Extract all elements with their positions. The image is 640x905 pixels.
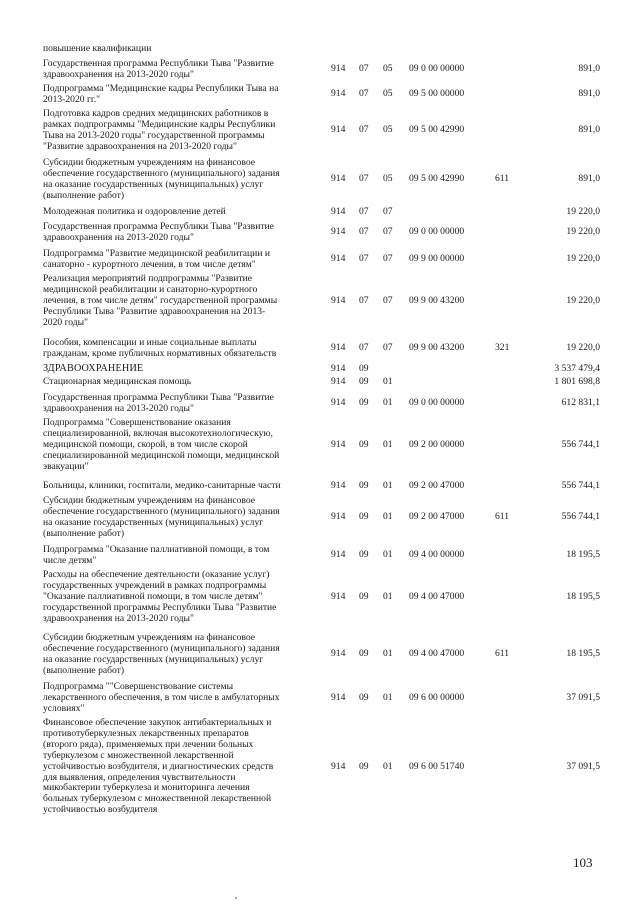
section-code: 09 (359, 480, 369, 491)
section-code: 07 (359, 124, 369, 136)
admin-code: 914 (331, 253, 346, 265)
section-code: 07 (359, 294, 369, 306)
row-name: повышение квалификации (43, 43, 152, 54)
target-article-code: 09 2 00 47000 (409, 511, 465, 523)
scan-speck (235, 897, 237, 899)
subsection-code: 07 (383, 226, 393, 238)
section-code: 09 (359, 438, 369, 450)
amount: 37 091,5 (566, 691, 600, 703)
row-name: Финансовое обеспечение закупок антибактериальных и противотуберкулезных лекарственных препаратов (второго ряда), применяемых при лечении больных туберкулезом с множественной лекарственной устойчивостью возбудителя, и диагностических средств для выявления, определения чувствительности микобактерии туберкулеза и мониторинга лечения больных туберкулезом с множественной лекарственной устойчивостью возбудителя (43, 717, 274, 816)
row-name: Больницы, клиники, госпитали, медико-санитарные части (43, 480, 281, 491)
amount: 891,0 (578, 173, 600, 185)
admin-code: 914 (331, 342, 346, 354)
amount: 19 220,0 (566, 342, 600, 354)
amount: 37 091,5 (566, 760, 600, 772)
target-article-code: 09 9 00 43200 (409, 342, 465, 354)
row-name: Субсидии бюджетным учреждениям на финансовое обеспечение государственного (муниципального) задания на оказание государственных (муниципальных) услуг (выполнение работ) (43, 157, 280, 201)
row-name: Расходы на обеспечение деятельности (оказание услуг) государственных учреждений в рамках подпрограммы "Оказание паллиативной помощи, в том числе детям" государственной программы Республики Тыва "Развитие здравоохранения на 2013-2020 годы" (43, 569, 277, 624)
expense-type-code: 321 (495, 342, 510, 354)
row-name: Подготовка кадров средних медицинских работников в рамках подпрограммы "Медицинские кадры Республики Тыва на 2013-2020 годы" государственной программы "Развитие здравоохранения на 2013-2020 годы" (43, 108, 276, 152)
admin-code: 914 (331, 294, 346, 306)
admin-code: 914 (331, 480, 346, 491)
admin-code: 914 (331, 760, 346, 772)
amount: 612 831,1 (561, 397, 600, 409)
section-code: 09 (359, 691, 369, 703)
section-code: 09 (359, 511, 369, 523)
row-name: Реализация мероприятий подпрограммы "Развитие медицинской реабилитации и санаторно-курортного лечения, в том числе детям" государственной программы Республики Тыва "Развитие здравоохранения на 2013- 2020 годы" (43, 273, 278, 328)
amount: 19 220,0 (566, 206, 600, 217)
target-article-code: 09 0 00 00000 (409, 63, 465, 75)
section-code: 07 (359, 226, 369, 238)
admin-code: 914 (331, 590, 346, 602)
row-name: Подпрограмма ""Совершенствование системы лекарственного обеспечения, в том числе в амбулаторных условиях" (43, 681, 280, 714)
target-article-code: 09 6 00 00000 (409, 691, 465, 703)
target-article-code: 09 6 00 51740 (409, 760, 465, 772)
row-name: Подпрограмма "Медицинские кадры Республики Тыва на 2013-2020 гг." (43, 83, 279, 105)
subsection-code: 01 (383, 511, 393, 523)
section-code: 09 (359, 376, 369, 387)
target-article-code: 09 5 00 42990 (409, 173, 465, 185)
target-article-code: 09 9 00 43200 (409, 294, 465, 306)
expense-type-code: 611 (495, 648, 510, 660)
admin-code: 914 (331, 691, 346, 703)
admin-code: 914 (331, 397, 346, 409)
section-code: 07 (359, 253, 369, 265)
section-code: 09 (359, 590, 369, 602)
amount: 891,0 (578, 88, 600, 100)
target-article-code: 09 4 00 47000 (409, 648, 465, 660)
target-article-code: 09 4 00 47000 (409, 590, 465, 602)
section-code: 07 (359, 88, 369, 100)
amount: 19 220,0 (566, 294, 600, 306)
target-article-code: 09 0 00 00000 (409, 397, 465, 409)
subsection-code: 01 (383, 691, 393, 703)
target-article-code: 09 9 00 00000 (409, 253, 465, 265)
amount: 556 744,1 (561, 511, 600, 523)
target-article-code: 09 0 00 00000 (409, 226, 465, 238)
admin-code: 914 (331, 124, 346, 136)
row-name: ЗДРАВООХРАНЕНИЕ (43, 363, 144, 374)
subsection-code: 01 (383, 376, 393, 387)
row-name: Государственная программа Республики Тыва "Развитие здравоохранения на 2013-2020 годы" (43, 221, 274, 243)
section-code: 09 (359, 397, 369, 409)
section-code: 09 (359, 760, 369, 772)
admin-code: 914 (331, 648, 346, 660)
amount: 891,0 (578, 63, 600, 75)
amount: 891,0 (578, 124, 600, 136)
subsection-code: 01 (383, 397, 393, 409)
admin-code: 914 (331, 438, 346, 450)
section-code: 09 (359, 648, 369, 660)
admin-code: 914 (331, 363, 346, 374)
subsection-code: 07 (383, 253, 393, 265)
section-code: 07 (359, 342, 369, 354)
section-code: 07 (359, 206, 369, 217)
target-article-code: 09 2 00 00000 (409, 438, 465, 450)
admin-code: 914 (331, 63, 346, 75)
subsection-code: 01 (383, 438, 393, 450)
target-article-code: 09 5 00 42990 (409, 124, 465, 136)
subsection-code: 07 (383, 294, 393, 306)
target-article-code: 09 4 00 00000 (409, 549, 465, 561)
subsection-code: 05 (383, 88, 393, 100)
page-number: 103 (573, 855, 593, 870)
section-code: 09 (359, 549, 369, 561)
section-code: 07 (359, 63, 369, 75)
amount: 18 195,5 (566, 549, 600, 561)
expense-type-code: 611 (495, 173, 510, 185)
admin-code: 914 (331, 549, 346, 561)
amount: 556 744,1 (561, 438, 600, 450)
target-article-code: 09 2 00 47000 (409, 480, 465, 491)
row-name: Государственная программа Республики Тыва "Развитие здравоохранения на 2013-2020 годы" (43, 58, 274, 80)
amount: 19 220,0 (566, 226, 600, 238)
row-name: Подпрограмма "Совершенствование оказания специализированной, включая высокотехнологическую, медицинской помощи, скорой, в том числе скорой специализированной медицинской помощи, медицинской эвакуации" (43, 417, 280, 472)
admin-code: 914 (331, 226, 346, 238)
section-code: 07 (359, 173, 369, 185)
expense-type-code: 611 (495, 511, 510, 523)
amount: 19 220,0 (566, 253, 600, 265)
row-name: Государственная программа Республики Тыва "Развитие здравоохранения на 2013-2020 годы" (43, 392, 274, 414)
amount: 3 537 479,4 (554, 363, 600, 374)
subsection-code: 07 (383, 342, 393, 354)
subsection-code: 01 (383, 760, 393, 772)
subsection-code: 01 (383, 549, 393, 561)
row-name: Стационарная медицинская помощь (43, 376, 192, 387)
row-name: Подпрограмма "Развитие медицинской реабилитации и санаторно - курортного лечения, в том числе детям" (43, 248, 270, 270)
admin-code: 914 (331, 511, 346, 523)
subsection-code: 05 (383, 63, 393, 75)
subsection-code: 01 (383, 648, 393, 660)
row-name: Субсидии бюджетным учреждениям на финансовое обеспечение государственного (муниципального) задания на оказание государственных (муниципальных) услуг (выполнение работ) (43, 632, 280, 676)
row-name: Субсидии бюджетным учреждениям на финансовое обеспечение государственного (муниципального) задания на оказание государственных (муниципальных) услуг (выполнение работ) (43, 495, 280, 539)
row-name: Молодежная политика и оздоровление детей (43, 206, 226, 217)
admin-code: 914 (331, 206, 346, 217)
subsection-code: 05 (383, 124, 393, 136)
admin-code: 914 (331, 376, 346, 387)
admin-code: 914 (331, 88, 346, 100)
subsection-code: 05 (383, 173, 393, 185)
amount: 18 195,5 (566, 648, 600, 660)
row-name: Пособия, компенсации и иные социальные выплаты гражданам, кроме публичных нормативных обязательств (43, 337, 277, 359)
section-code: 09 (359, 363, 369, 374)
subsection-code: 07 (383, 206, 393, 217)
admin-code: 914 (331, 173, 346, 185)
subsection-code: 01 (383, 480, 393, 491)
subsection-code: 01 (383, 590, 393, 602)
amount: 556 744,1 (561, 480, 600, 491)
target-article-code: 09 5 00 00000 (409, 88, 465, 100)
row-name: Подпрограмма "Оказание паллиативной помощи, в том числе детям" (43, 544, 270, 566)
amount: 18 195,5 (566, 590, 600, 602)
amount: 1 801 698,8 (554, 376, 600, 387)
